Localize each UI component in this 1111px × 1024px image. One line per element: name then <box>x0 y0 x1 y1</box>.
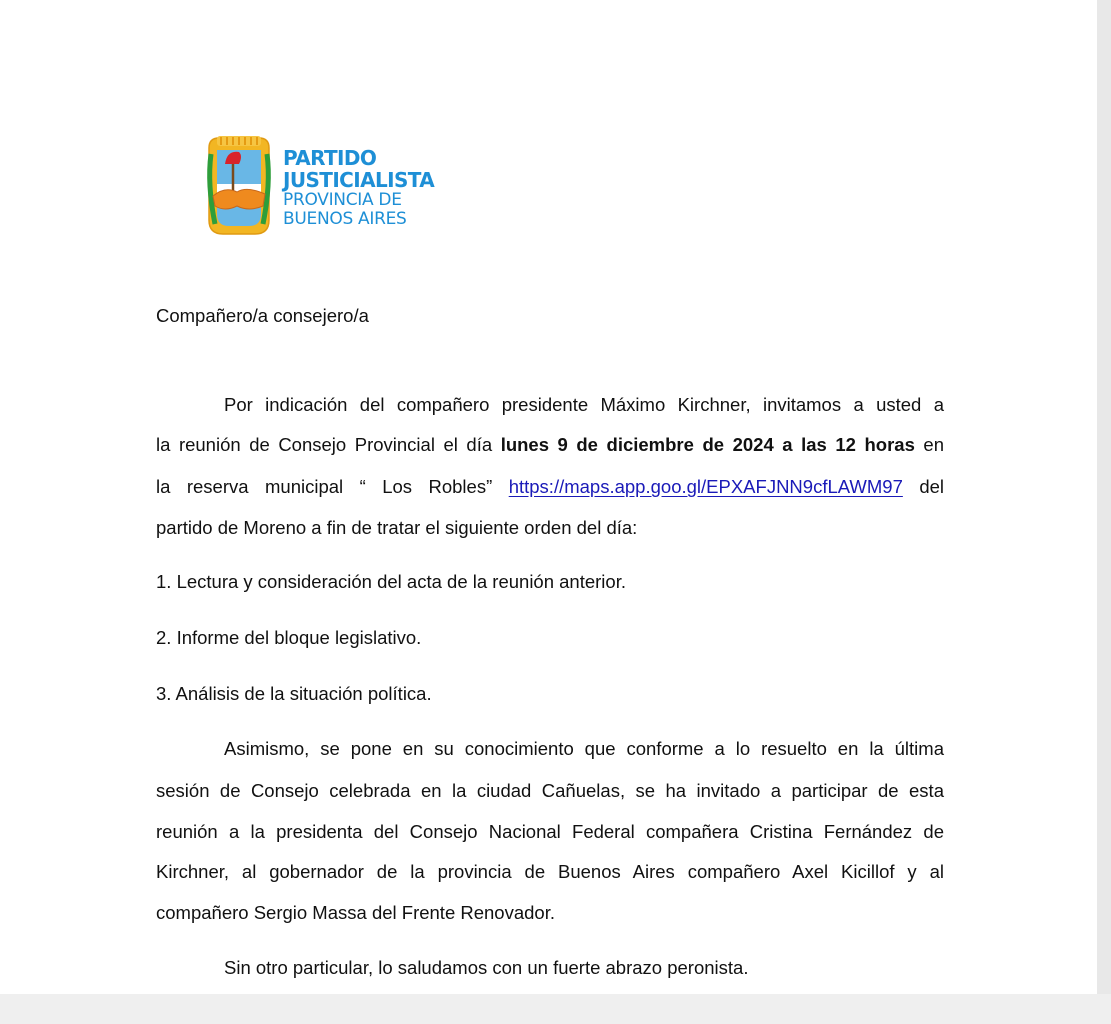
paragraph1-line3-text: la reserva municipal “ Los Robles” <box>156 476 509 497</box>
meeting-date: lunes 9 de diciembre de 2024 a las 12 horas <box>500 434 915 455</box>
page-edge-right <box>1097 0 1111 1024</box>
paragraph1-line2-text: la reunión de Consejo Provincial el día <box>156 434 501 455</box>
paragraph1-line2-end: en <box>914 434 945 455</box>
paragraph1-line3 <box>156 476 944 498</box>
agenda-item-3: 3. Análisis de la situación política. <box>156 683 432 704</box>
page-edge-bottom <box>0 994 1111 1024</box>
maps-link[interactable]: https://maps.app.goo.gl/EPXAFJNN9cfLAWM97 <box>508 476 903 497</box>
agenda-item-2: 2. Informe del bloque legislativo. <box>156 627 422 648</box>
logo-line-justicialista: JUSTICIALISTA <box>283 168 435 192</box>
closing: Sin otro particular, lo saludamos con un fuerte abrazo peronista. <box>224 957 749 978</box>
paragraph1-line4: partido de Moreno a fin de tratar el siguiente orden del día: <box>156 517 638 538</box>
agenda-item-1: 1. Lectura y consideración del acta de la reunión anterior. <box>156 571 626 592</box>
logo-wordmark <box>283 148 473 230</box>
logo-line-partido: PARTIDO <box>283 146 377 170</box>
paragraph2-line1: Asimismo, se pone en su conocimiento que conforme a lo resuelto en la última <box>224 738 944 759</box>
peronist-emblem-icon <box>203 134 275 238</box>
paragraph2-line5: compañero Sergio Massa del Frente Renovador. <box>156 902 555 923</box>
paragraph2-line3: reunión a la presidenta del Consejo Nacional Federal compañera Cristina Fernández de <box>156 821 944 842</box>
logo-line-provincia: PROVINCIA DE <box>283 190 402 210</box>
paragraph1-line1: Por indicación del compañero presidente Máximo Kirchner, invitamos a usted a <box>224 394 944 415</box>
logo-line-buenos-aires: BUENOS AIRES <box>283 209 407 229</box>
greeting: Compañero/a consejero/a <box>156 305 369 326</box>
paragraph1-line2 <box>156 434 944 456</box>
paragraph1-line3-end: del <box>902 476 945 497</box>
paragraph2-line4: Kirchner, al gobernador de la provincia de Buenos Aires compañero Axel Kicillof y al <box>156 861 944 882</box>
paragraph2-line2: sesión de Consejo celebrada en la ciudad Cañuelas, se ha invitado a participar de esta <box>156 780 944 801</box>
party-logo <box>203 134 473 240</box>
